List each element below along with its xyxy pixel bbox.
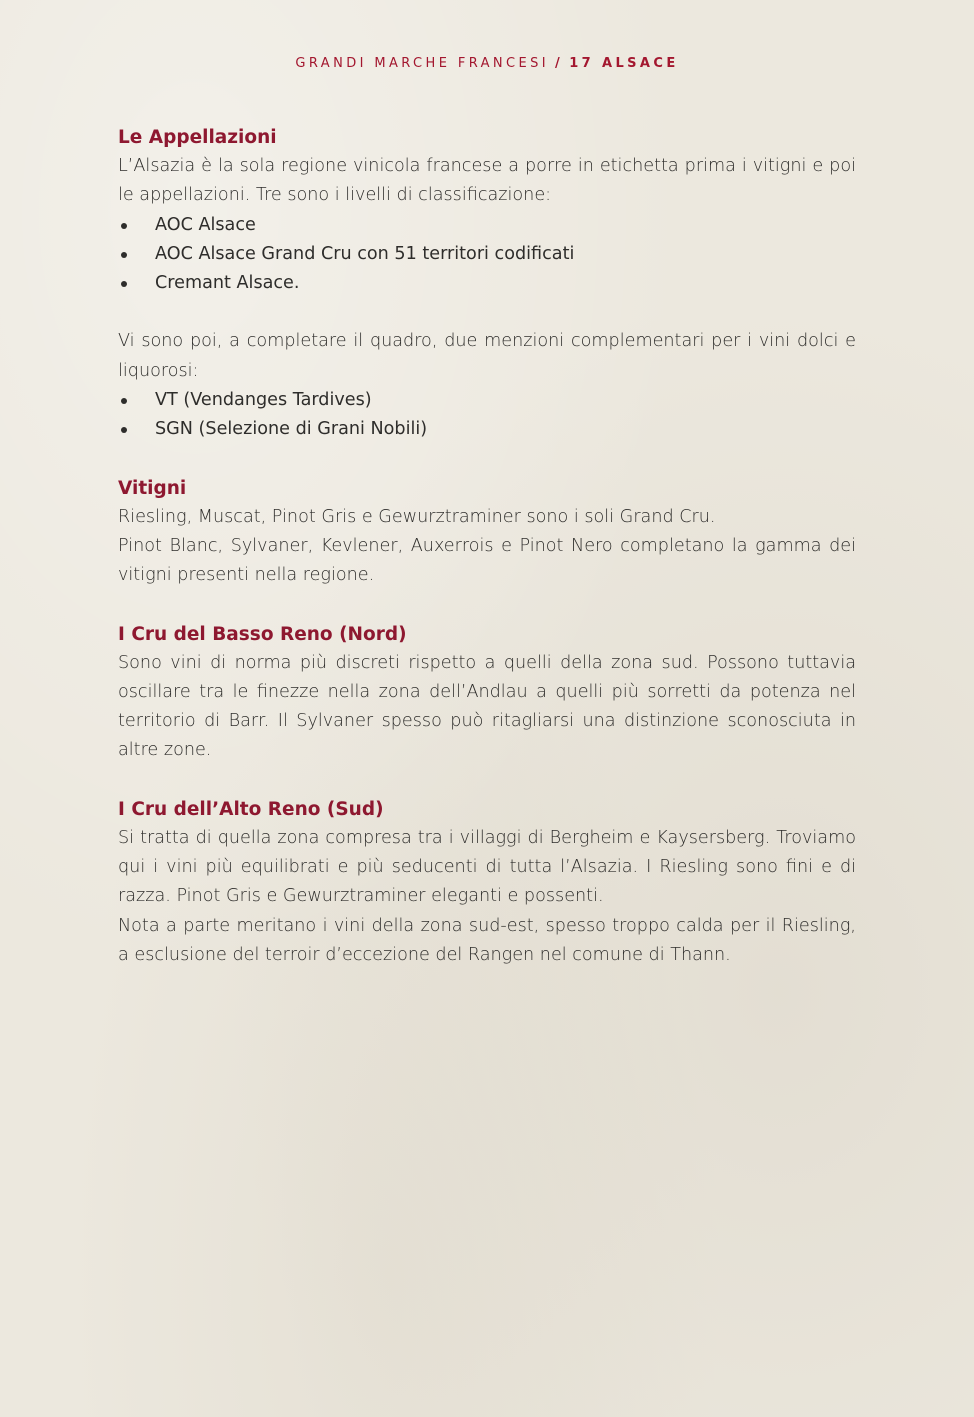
- section-heading: I Cru del Basso Reno (Nord): [118, 623, 407, 645]
- list-item-text: AOC Alsace Grand Cru con 51 territori codificati: [155, 243, 575, 264]
- section-heading: Vitigni: [118, 477, 187, 499]
- list-item-text: AOC Alsace: [155, 214, 256, 235]
- paragraph: Nota a parte meritano i vini della zona sud-est, spesso troppo calda per il Riesling, a esclusione del terroir d’eccezione del Rangen nel comune di Thann.: [118, 915, 856, 965]
- list-item-text: SGN (Selezione di Grani Nobili): [155, 419, 428, 440]
- section-vitigni: [118, 474, 856, 591]
- paragraph: L’Alsazia è la sola regione vinicola francese a porre in etichetta prima i vitigni e poi le appellazioni. Tre sono i livelli di classificazione:: [118, 156, 856, 206]
- paragraph: Vi sono poi, a completare il quadro, due menzioni complementari per i vini dolci e liquorosi:: [118, 331, 856, 381]
- paragraph: Si tratta di quella zona compresa tra i villaggi di Bergheim e Kaysersberg. Troviamo qui i vini più equilibrati e più seducenti di tutta l’Alsazia. I Riesling sono fini e di razza. Pinot Gris e Gewurztraminer eleganti e possenti.: [118, 827, 856, 907]
- mentions-list: [118, 386, 856, 445]
- list-item: [118, 211, 856, 240]
- paragraph: Sono vini di norma più discreti rispetto a quelli della zona sud. Possono tuttavia oscillare tra le finezze nella zona dell’Andlau a quelli più sorretti da potenza nel territorio di Barr. Il Sylvaner spesso può ritagliarsi una distinzione sconosciuta in altre zone.: [118, 652, 856, 761]
- list-item-text: VT (Vendanges Tardives): [155, 390, 372, 411]
- section-heading: Le Appellazioni: [118, 127, 277, 148]
- section-appellazioni: [118, 123, 856, 445]
- classification-list: [118, 211, 856, 299]
- running-header: [0, 55, 974, 73]
- bullet-icon: [121, 223, 127, 229]
- list-item-text: Cremant Alsace.: [155, 273, 300, 294]
- page-body: [118, 123, 856, 999]
- bullet-icon: [121, 427, 127, 433]
- bullet-icon: [121, 281, 127, 287]
- header-chapter-title: 17 ALSACE: [569, 56, 679, 71]
- bullet-icon: [121, 252, 127, 258]
- paragraph: Riesling, Muscat, Pinot Gris e Gewurztraminer sono i soli Grand Cru.: [118, 506, 716, 527]
- list-item: [118, 240, 856, 269]
- header-section-title: GRANDI MARCHE FRANCESI: [295, 56, 550, 71]
- header-separator: /: [555, 56, 564, 71]
- list-item: [118, 386, 856, 415]
- list-item: [118, 269, 856, 298]
- list-item: [118, 415, 856, 444]
- section-heading: I Cru dell’Alto Reno (Sud): [118, 798, 384, 820]
- section-basso-reno: [118, 620, 856, 766]
- section-alto-reno: [118, 795, 856, 970]
- bullet-icon: [121, 398, 127, 404]
- paragraph: Pinot Blanc, Sylvaner, Kevlener, Auxerrois e Pinot Nero completano la gamma dei vitigni presenti nella regione.: [118, 535, 856, 586]
